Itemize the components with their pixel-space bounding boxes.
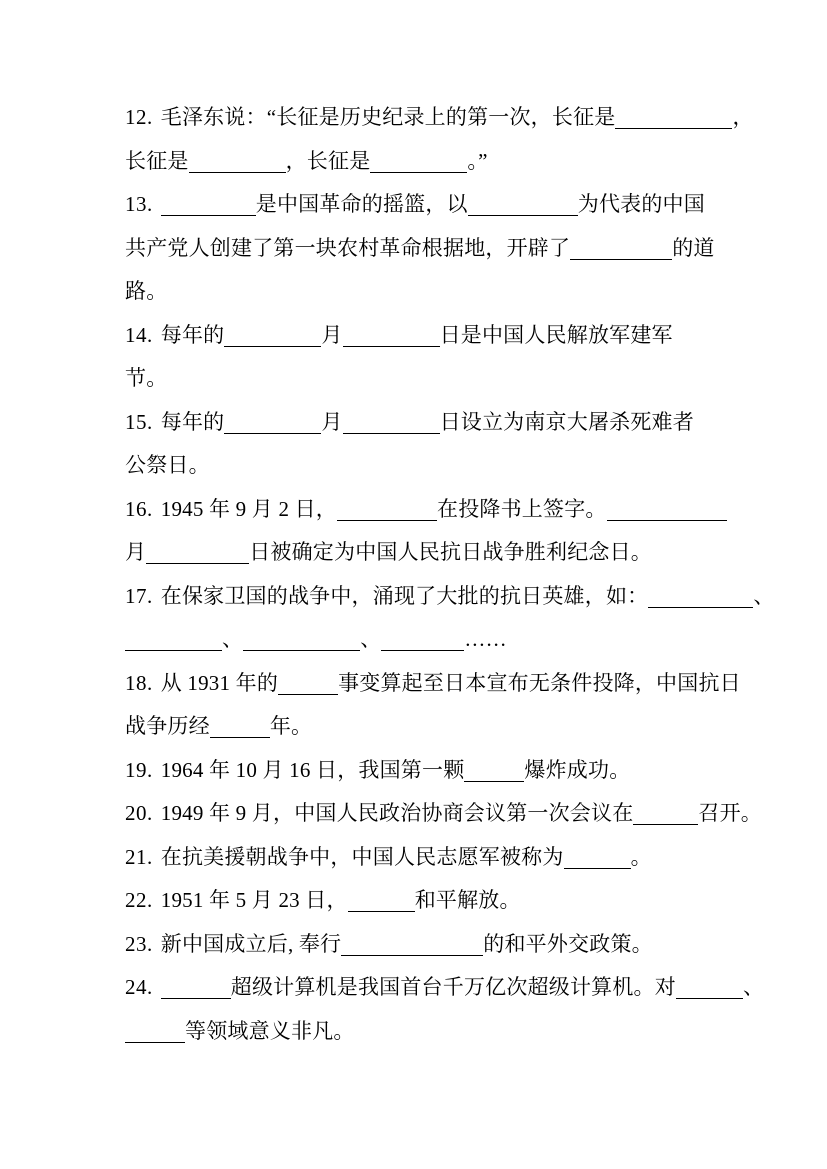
answer-blank	[161, 197, 256, 216]
question-line	[125, 357, 725, 401]
answer-blank	[278, 676, 338, 695]
question-number: 14.	[125, 322, 153, 347]
question-number: 18.	[125, 670, 153, 695]
question-text: 1949 年 9 月，中国人民政治协商会议第一次会议在	[160, 801, 634, 825]
question-line	[125, 836, 725, 880]
question-text: 毛泽东说：“长征是历史纪录上的第一次，长征是	[160, 105, 616, 129]
question-text: ，长征是	[285, 148, 371, 173]
question-text: 月	[125, 540, 147, 564]
answer-blank	[343, 415, 440, 434]
question-line	[125, 618, 725, 662]
question-text: 月	[321, 322, 343, 347]
question-text: 召开。	[698, 801, 763, 825]
question-item-24	[125, 966, 765, 1053]
question-line	[125, 531, 725, 575]
question-text: 、	[753, 583, 775, 608]
question-text: 长征是	[125, 148, 189, 173]
question-text: ，	[732, 105, 754, 129]
answer-blank	[161, 980, 231, 999]
question-text: 在保家卫国的战争中，涌现了大批的抗日英雄，如：	[160, 583, 649, 608]
question-text: 每年的	[160, 409, 225, 434]
question-text: 的道	[672, 235, 715, 260]
answer-blank	[648, 589, 753, 608]
question-text: 新中国成立后, 奉行	[160, 931, 342, 956]
answer-blank	[224, 328, 321, 347]
question-line	[125, 662, 741, 706]
question-text: 在抗美援朝战争中，中国人民志愿军被称为	[160, 844, 564, 869]
question-number: 22.	[125, 888, 153, 912]
question-text: 事变算起至日本宣布无条件投降，中国抗日	[338, 670, 741, 695]
question-line	[125, 749, 725, 793]
question-item-19	[125, 749, 725, 793]
question-number: 23.	[125, 931, 153, 956]
question-text: 。”	[467, 148, 488, 173]
answer-blank	[607, 502, 727, 521]
question-text: 在投降书上签字。	[437, 496, 607, 521]
question-number: 19.	[125, 757, 153, 782]
answer-blank	[348, 893, 415, 912]
question-number: 20.	[125, 801, 153, 825]
question-number: 24.	[125, 975, 153, 999]
question-line	[125, 923, 725, 967]
question-text: 、	[742, 975, 765, 999]
question-item-17	[125, 575, 775, 662]
question-number: 12.	[125, 105, 153, 129]
question-line	[125, 792, 763, 836]
question-line	[125, 96, 754, 140]
question-text: 共产党人创建了第一块农村革命根据地，开辟了	[125, 235, 571, 260]
question-line	[125, 488, 725, 532]
answer-blank	[341, 937, 483, 956]
answer-blank	[570, 241, 672, 260]
answer-blank	[243, 632, 360, 651]
question-text: 日是中国人民解放军建军	[439, 322, 673, 347]
answer-blank	[343, 328, 440, 347]
question-text: 爆炸成功。	[524, 757, 631, 782]
answer-blank	[615, 110, 732, 129]
question-line	[125, 183, 725, 227]
question-text: 1964 年 10 月 16 日，我国第一颗	[160, 757, 465, 782]
question-text: 是中国革命的摇篮，以	[255, 192, 468, 216]
question-text: 节。	[125, 366, 168, 390]
answer-blank	[468, 197, 578, 216]
question-list	[125, 96, 775, 1053]
question-text: ……	[464, 627, 507, 651]
answer-blank	[676, 980, 743, 999]
answer-blank	[370, 154, 467, 173]
answer-blank	[464, 763, 524, 782]
question-text: 战争历经	[125, 714, 210, 738]
answer-blank	[210, 719, 270, 738]
question-text: 。	[630, 844, 652, 869]
question-item-14	[125, 314, 725, 401]
question-number: 16.	[125, 496, 153, 521]
question-item-23	[125, 923, 725, 967]
answer-blank	[337, 502, 437, 521]
question-line	[125, 1010, 725, 1054]
answer-blank	[125, 632, 222, 651]
question-item-16	[125, 488, 725, 575]
question-text: 、	[360, 627, 382, 651]
question-line	[125, 705, 725, 749]
question-text: 为代表的中国	[577, 192, 705, 216]
question-line	[125, 966, 765, 1010]
question-text: 1945 年 9 月 2 日，	[160, 496, 337, 521]
question-line	[125, 314, 725, 358]
question-line	[125, 575, 775, 619]
question-text: 的和平外交政策。	[483, 931, 653, 956]
question-text: 年。	[269, 714, 313, 738]
question-number: 17.	[125, 583, 153, 608]
question-number: 13.	[125, 192, 153, 216]
answer-blank	[146, 545, 249, 564]
question-line	[125, 227, 725, 271]
answer-blank	[125, 1024, 185, 1043]
question-item-12	[125, 96, 754, 183]
question-text: 、	[222, 627, 244, 651]
question-number: 15.	[125, 409, 153, 434]
answer-blank	[224, 415, 321, 434]
question-text: 和平解放。	[414, 888, 521, 912]
question-line	[125, 879, 725, 923]
question-line	[125, 401, 725, 445]
question-item-21	[125, 836, 725, 880]
question-item-20	[125, 792, 763, 836]
question-text: 等领域意义非凡。	[185, 1018, 355, 1043]
answer-blank	[633, 806, 698, 825]
question-text: 从 1931 年的	[160, 670, 279, 695]
question-text: 路。	[125, 279, 168, 303]
question-text: 公祭日。	[125, 453, 210, 477]
question-number: 21.	[125, 844, 153, 869]
question-line	[125, 444, 725, 488]
question-text: 日被确定为中国人民抗日战争胜利纪念日。	[249, 540, 653, 564]
question-line	[125, 140, 725, 184]
question-item-22	[125, 879, 725, 923]
answer-blank	[564, 850, 631, 869]
answer-blank	[381, 632, 464, 651]
question-text: 每年的	[160, 322, 225, 347]
question-text: 月	[321, 409, 343, 434]
question-item-15	[125, 401, 725, 488]
answer-blank	[189, 154, 286, 173]
question-item-13	[125, 183, 725, 314]
question-text: 超级计算机是我国首台千万亿次超级计算机。对	[230, 975, 676, 999]
question-item-18	[125, 662, 741, 749]
question-text: 日设立为南京大屠杀死难者	[439, 409, 694, 434]
question-line	[125, 270, 725, 314]
question-text: 1951 年 5 月 23 日，	[160, 888, 348, 912]
